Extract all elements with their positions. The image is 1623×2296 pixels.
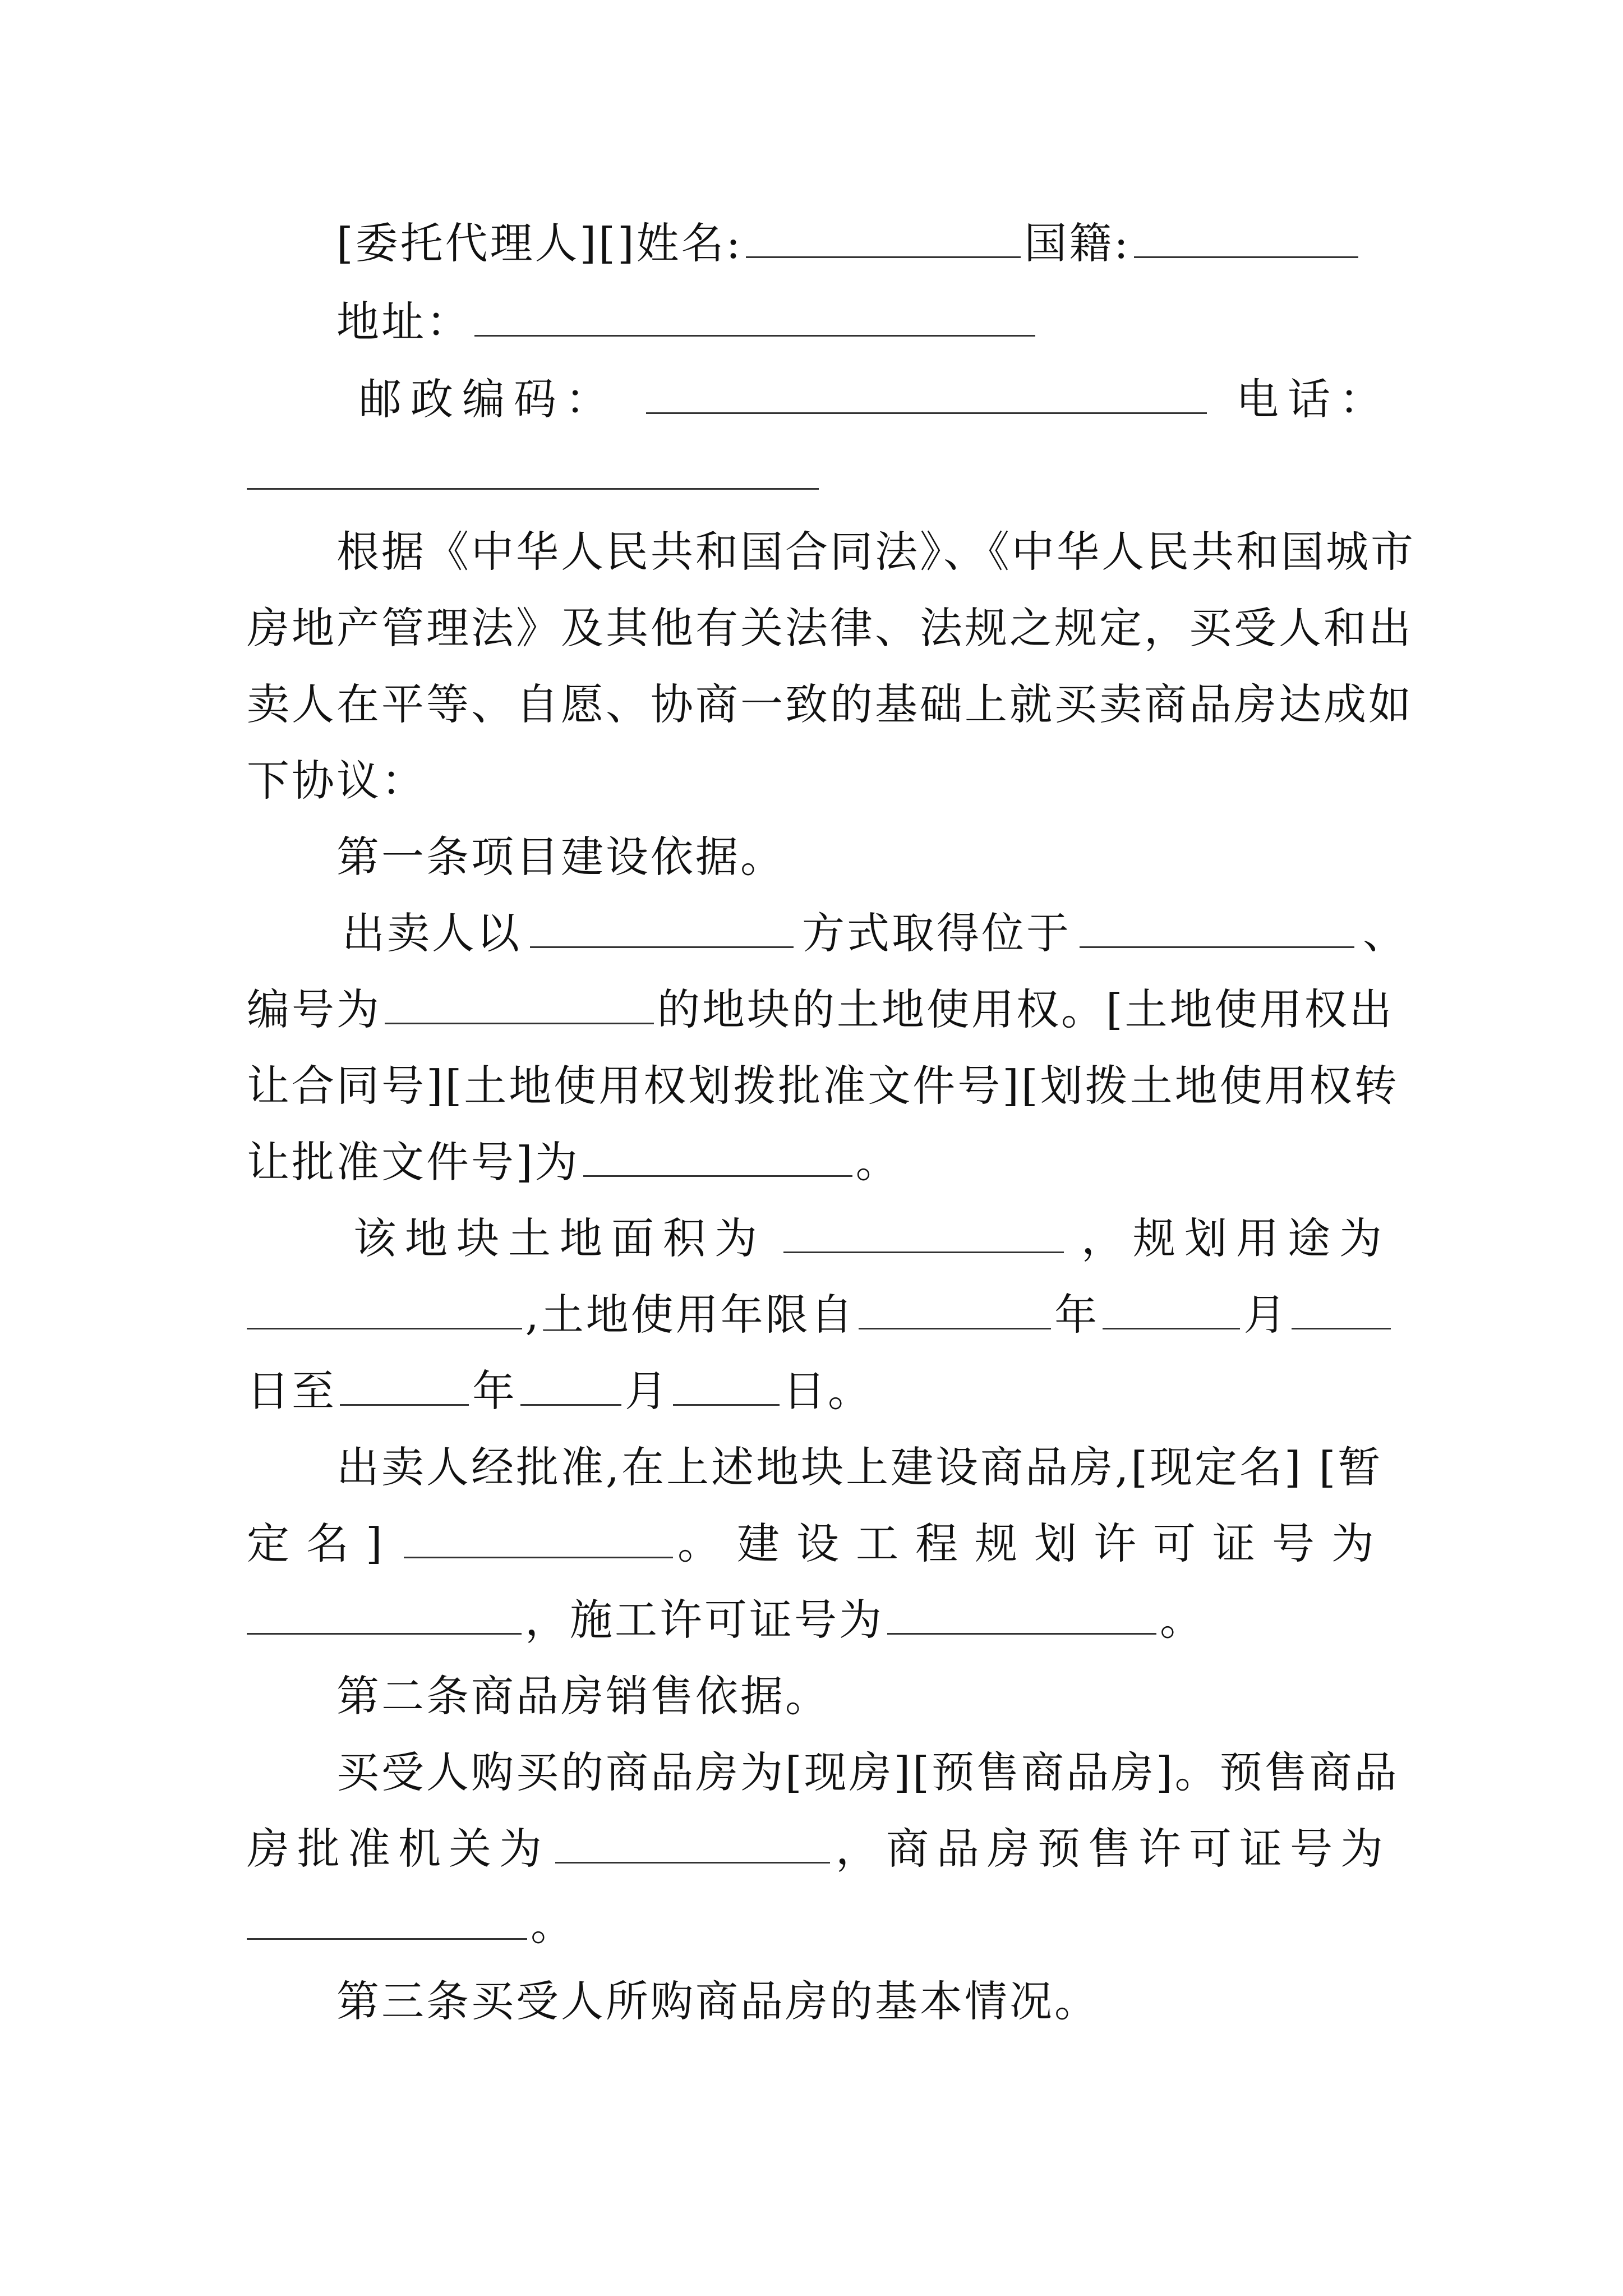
article-1-p2-line-2 [247, 1288, 1391, 1342]
agent-postcode-line [359, 372, 1391, 426]
article-1-p1-line-3: 让合同号][土地使用权划拨批准文件号][划拨土地使用权转 [247, 1061, 1399, 1111]
construction-permit-blank [887, 1596, 1156, 1635]
planning-permit-blank [247, 1596, 522, 1635]
agent-name-blank [746, 219, 1021, 258]
text-segment: 。 [1160, 1595, 1205, 1645]
text-segment: 日至 [247, 1366, 336, 1416]
article-1-p2-line-1 [353, 1212, 1391, 1266]
article-1-p3-line-2 [247, 1517, 1391, 1571]
text-segment: 年 [1054, 1290, 1100, 1340]
acquire-method-blank [530, 909, 794, 948]
text-segment: 编号为 [247, 984, 381, 1034]
nationality-blank [1134, 219, 1358, 258]
agent-label: [委托代理人][]姓名: [336, 218, 743, 268]
planned-use-blank [247, 1291, 522, 1329]
preamble-line-4: 下协议： [247, 756, 426, 806]
article-1-p2-line-3 [247, 1364, 1391, 1418]
approval-authority-blank [555, 1825, 830, 1864]
text-segment: 出卖人以 [342, 908, 522, 958]
article-1-p3-line-1: 出卖人经批准,在上述地块上建设商品房,[现定名] [暂 [336, 1442, 1383, 1492]
land-area-blank [783, 1214, 1064, 1253]
address-label: 地址： [336, 297, 471, 347]
article-2-title: 第二条商品房销售依据。 [336, 1671, 830, 1721]
preamble-line-2: 房地产管理法》及其他有关法律、法规之规定，买受人和出 [247, 603, 1413, 653]
address-blank [474, 298, 1035, 337]
text-segment: ，施工许可证号为 [525, 1595, 884, 1645]
article-3-title: 第三条买受人所购商品房的基本情况。 [336, 1976, 1099, 2026]
approval-doc-blank [583, 1138, 852, 1177]
article-2-p1-line-2 [247, 1822, 1391, 1876]
location-blank [1080, 909, 1354, 948]
start-month-blank [1103, 1291, 1240, 1329]
text-segment: 方式取得位于 [802, 908, 1071, 958]
article-2-p1-line-3 [247, 1898, 1391, 1952]
text-segment: 。 [531, 1900, 575, 1950]
article-1-p1-line-1 [342, 907, 1408, 960]
article-2-p1-line-1: 买受人购买的商品房为[现房][预售商品房]。预售商品 [336, 1747, 1399, 1797]
phone-label: 电话： [1236, 374, 1391, 424]
postcode-blank [646, 375, 1207, 414]
text-segment: ，规划用途为 [1081, 1213, 1391, 1263]
end-month-blank [520, 1367, 621, 1406]
agent-name-line [336, 217, 1391, 270]
text-segment: 该地块土地面积为 [353, 1213, 766, 1263]
text-segment: ,土地使用年限自 [525, 1290, 855, 1340]
preamble-line-1: 根据《中华人民共和国合同法》、《中华人民共和国城市 [336, 527, 1415, 577]
start-year-blank [859, 1291, 1051, 1329]
text-segment: 日。 [783, 1366, 873, 1416]
text-segment: 、 [1363, 908, 1408, 958]
text-segment: 房批准机关为 [247, 1824, 550, 1874]
phone-blank [247, 488, 819, 490]
preamble-line-3: 卖人在平等、自愿、协商一致的基础上就买卖商品房达成如 [247, 679, 1413, 729]
text-segment: 月 [625, 1366, 670, 1416]
nationality-label: 国籍: [1024, 218, 1131, 268]
text-segment: 让批准文件号]为 [247, 1137, 580, 1187]
article-1-p3-line-3 [247, 1593, 1391, 1647]
postcode-label: 邮政编码： [359, 374, 617, 424]
text-segment: 月 [1243, 1290, 1289, 1340]
article-1-title: 第一条项目建设依据。 [336, 832, 785, 882]
presale-permit-blank [247, 1901, 527, 1940]
start-day-blank [1292, 1291, 1391, 1329]
text-segment: 。建设工程规划许可证号为 [677, 1519, 1391, 1568]
text-segment: ，商品房预售许可证号为 [836, 1824, 1391, 1874]
text-segment: 的地块的土地使用权。[土地使用权出 [657, 984, 1394, 1034]
article-1-p1-line-2 [247, 983, 1394, 1037]
text-segment: 定名] [247, 1519, 399, 1568]
end-year-blank [340, 1367, 469, 1406]
end-day-blank [673, 1367, 780, 1406]
agent-address-line [336, 295, 1391, 349]
lot-number-blank [385, 986, 654, 1024]
project-name-blank [404, 1520, 673, 1558]
text-segment: 。 [855, 1137, 901, 1187]
text-segment: 年 [472, 1366, 517, 1416]
article-1-p1-line-4 [247, 1135, 1391, 1189]
